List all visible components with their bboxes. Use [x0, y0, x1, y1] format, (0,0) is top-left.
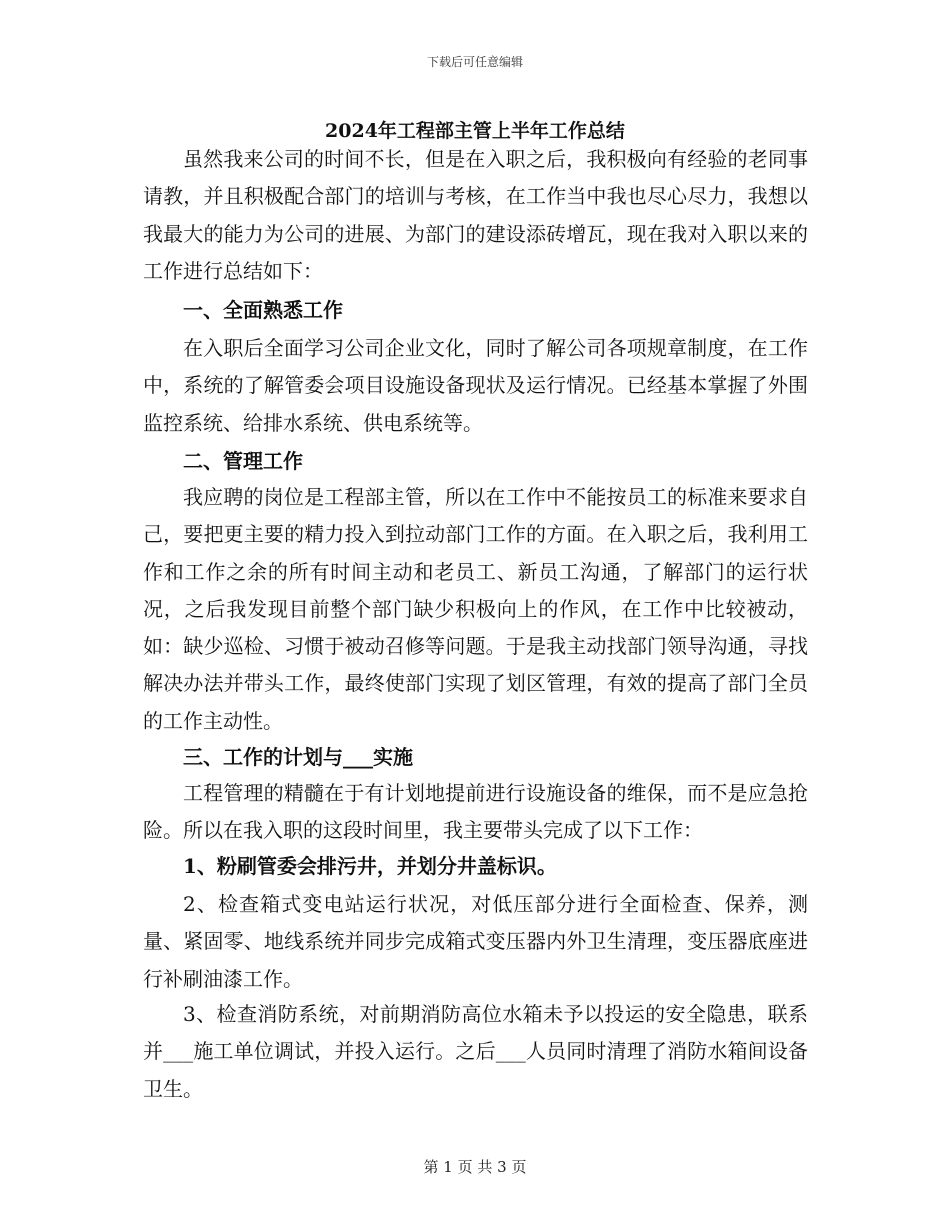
- section-heading-1: 一、全面熟悉工作: [183, 298, 343, 322]
- section-body-3: 工程管理的精髓在于有计划地提前进行设施设备的维保，而不是应急抢险。所以在我入职的这段时间里，我主要带头完成了以下工作：: [143, 781, 808, 843]
- section-heading-3: 三、工作的计划与___实施: [183, 745, 413, 769]
- section-body-2: 我应聘的岗位是工程部主管，所以在工作中不能按员工的标准来要求自己，要把更主要的精力投入到拉动部门工作的方面。在入职之后，我利用工作和工作之余的所有时间主动和老员工、新员工沟通，了解部门的运行状况，之后我发现目前整个部门缺少积极向上的作风，在工作中比较被动，如：缺少巡检、习惯于被动召修等问题。于是我主动找部门领导沟通，寻找解决办法并带头工作，最终使部门实现了划区管理，有效的提高了部门全员的工作主动性。: [143, 485, 808, 733]
- page-footer: 第 1 页 共 3 页: [423, 1158, 527, 1176]
- intro-paragraph: 虽然我来公司的时间不长，但是在入职之后，我积极向有经验的老同事请教，并且积极配合部门的培训与考核，在工作当中我也尽心尽力，我想以我最大的能力为公司的进展、为部门的建设添砖增瓦，现在我对入职以来的工作进行总结如下：: [143, 147, 808, 283]
- section-heading-2: 二、管理工作: [183, 449, 303, 473]
- section-body-1: 在入职后全面学习公司企业文化，同时了解公司各项规章制度，在工作中，系统的了解管委会项目设施设备现状及运行情况。已经基本掌握了外围监控系统、给排水系统、供电系统等。: [143, 336, 808, 435]
- page-header-note: 下载后可任意编辑: [426, 55, 523, 69]
- work-item-2: 2、检查箱式变电站运行状况，对低压部分进行全面检查、保养，测量、紧固零、地线系统并同步完成箱式变压器内外卫生清理，变压器底座进行补刷油漆工作。: [143, 892, 808, 991]
- work-item-3: 3、检查消防系统，对前期消防高位水箱未予以投运的安全隐患，联系并___施工单位调试，并投入运行。之后___人员同时清理了消防水箱间设备卫生。: [143, 1002, 808, 1101]
- work-item-1: 1、粉刷管委会排污井，并划分井盖标识。: [183, 854, 557, 878]
- document-title: 2024年工程部主管上半年工作总结: [325, 120, 625, 142]
